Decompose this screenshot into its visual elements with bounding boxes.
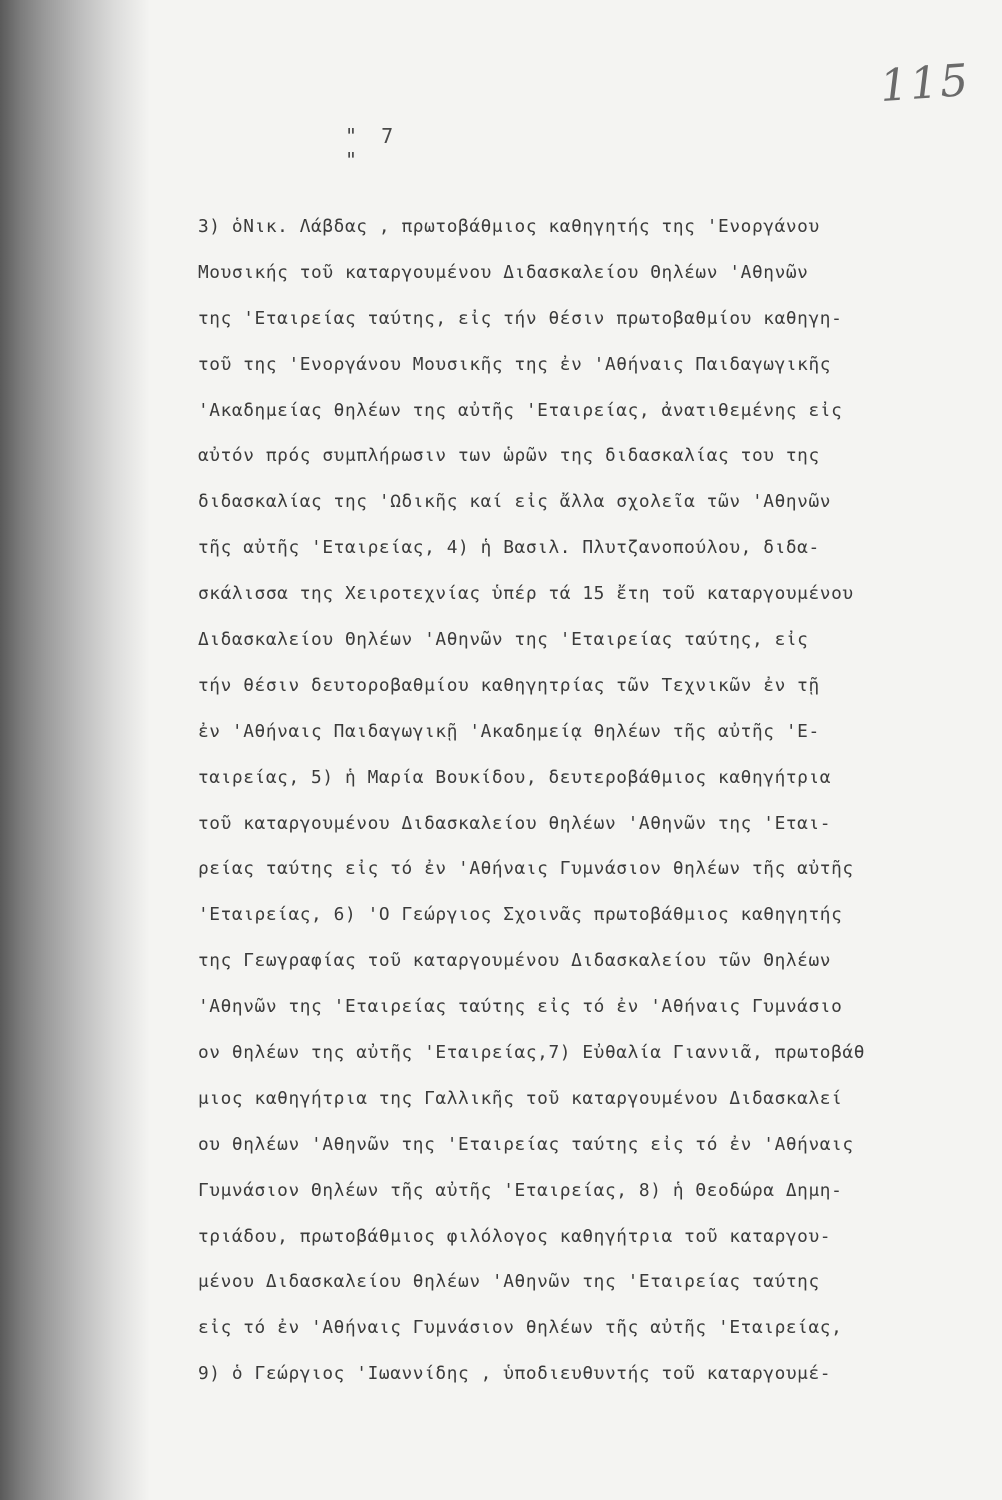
text-line: 'Εταιρείας, 6) 'Ο Γεώργιος Σχοινᾶς πρωτοβάθμιος καθηγητής bbox=[198, 904, 843, 926]
text-line: Μουσικής τοῦ καταργουμένου Διδασκαλείου Θηλέων 'Αθηνῶν bbox=[198, 261, 809, 283]
text-line: της Γεωγραφίας τοῦ καταργουμένου Διδασκαλείου τῶν Θηλέων bbox=[198, 950, 832, 972]
text-line: 9) ὁ Γεώργιος 'Ιωαννίδης , ὑποδιευθυντής τοῦ καταργουμέ- bbox=[198, 1363, 832, 1385]
text-line: μένου Διδασκαλείου θηλέων 'Αθηνῶν της 'Εταιρείας ταύτης bbox=[198, 1271, 820, 1293]
text-line: ου θηλέων 'Αθηνῶν της 'Εταιρείας ταύτης εἰς τό ἐν 'Αθήναις bbox=[198, 1133, 854, 1155]
text-line: 'Ακαδημείας θηλέων της αὐτῆς 'Εταιρείας, ἀνατιθεμένης εἰς bbox=[198, 399, 843, 421]
text-line: τήν θέσιν δευτοροβαθμίου καθηγητρίας τῶν Τεχνικῶν ἐν τῇ bbox=[198, 674, 820, 696]
typewritten-body bbox=[198, 212, 978, 1405]
text-line: Διδασκαλείου Θηλέων 'Αθηνῶν της 'Εταιρείας ταύτης, εἰς bbox=[198, 629, 809, 651]
text-line: Γυμνάσιον Θηλέων τῆς αὐτῆς 'Εταιρείας, 8) ἡ Θεοδώρα Δημη- bbox=[198, 1179, 843, 1201]
scan-shadow-edge bbox=[0, 0, 150, 1500]
page-number: " 7 " bbox=[345, 124, 400, 172]
text-line: ταιρείας, 5) ἡ Μαρία Βουκίδου, δευτεροβάθμιος καθηγήτρια bbox=[198, 766, 832, 788]
text-line: τῆς αὐτῆς 'Εταιρείας, 4) ἡ Βασιλ. Πλυτζανοπούλου, διδα- bbox=[198, 537, 820, 559]
text-line: διδασκαλίας της 'Ωδικῆς καί εἰς ἄλλα σχολεῖα τῶν 'Αθηνῶν bbox=[198, 491, 832, 513]
text-line: μιος καθηγήτρια της Γαλλικῆς τοῦ καταργουμένου Διδασκαλεί bbox=[198, 1087, 843, 1109]
text-line: σκάλισσα της Χειροτεχνίας ὑπέρ τά 15 ἔτη τοῦ καταργουμένου bbox=[198, 583, 854, 605]
text-line: τοῦ της 'Ενοργάνου Μουσικῆς της ἐν 'Αθήναις Παιδαγωγικῆς bbox=[198, 353, 832, 375]
handwritten-folio-number: 115 bbox=[878, 54, 972, 113]
text-line: ον θηλέων της αὐτῆς 'Εταιρείας,7) Εὐθαλία Γιαννιᾶ, πρωτοβάθ bbox=[198, 1042, 866, 1064]
text-line: 'Αθηνῶν της 'Εταιρείας ταύτης εἰς τό ἐν 'Αθήναις Γυμνάσιο bbox=[198, 996, 843, 1018]
text-line: ἐν 'Αθήναις Παιδαγωγικῇ 'Ακαδημείᾳ θηλέων τῆς αὐτῆς 'Ε- bbox=[198, 720, 820, 742]
text-line: ρείας ταύτης εἰς τό ἐν 'Αθήναις Γυμνάσιον θηλέων τῆς αὐτῆς bbox=[198, 858, 854, 880]
text-line: εἰς τό ἐν 'Αθήναις Γυμνάσιον θηλέων τῆς αὐτῆς 'Εταιρείας, bbox=[198, 1317, 843, 1339]
text-line: της 'Εταιρείας ταύτης, εἰς τήν θέσιν πρωτοβαθμίου καθηγη- bbox=[198, 307, 843, 329]
text-line: τριάδου, πρωτοβάθμιος φιλόλογος καθηγήτρια τοῦ καταργου- bbox=[198, 1225, 832, 1247]
text-line: 3) ὁΝικ. Λάβδας , πρωτοβάθμιος καθηγητής της 'Ενοργάνου bbox=[198, 216, 820, 237]
text-line: τοῦ καταργουμένου Διδασκαλείου θηλέων 'Αθηνῶν της 'Εται- bbox=[198, 812, 832, 834]
text-line: αὐτόν πρός συμπλήρωσιν των ὡρῶν της διδασκαλίας του της bbox=[198, 445, 820, 467]
